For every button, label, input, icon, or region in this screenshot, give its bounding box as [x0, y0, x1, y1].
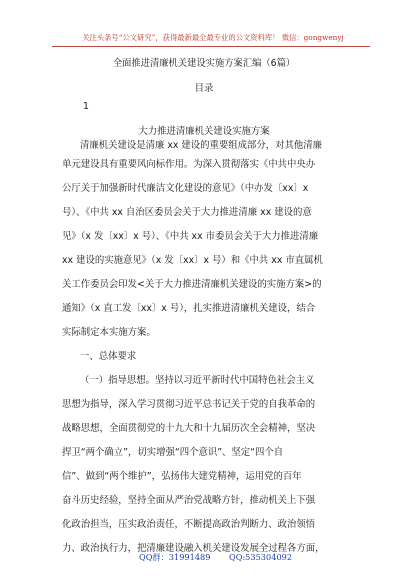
body-line: xx 建设的实施意见》（x 发〔xx〕x 号）和《中共 xx 市直属机	[62, 255, 323, 266]
body-line: 公厅关于加强新时代廉洁文化建设的意见》（中办发〔xx〕x	[62, 183, 309, 194]
body-line: 捍卫“两个确立”，切实增强“四个意识”、坚定“四个自	[62, 447, 284, 458]
body-line: （一）指导思想。坚持以习近平新时代中国特色社会主义	[80, 375, 315, 386]
body-line: 化政治担当，压实政治责任，不断提高政治判断力、政治领悟	[62, 519, 316, 530]
body-line: 关工作委员会印发<关于大力推进清廉机关建设的实施方案>的	[62, 279, 322, 290]
body-line: 实际制定本实施方案。	[62, 327, 156, 338]
body-line: 单元建设具有重要风向标作用。为深入贯彻落实《中共中央办	[62, 159, 316, 170]
heading-overall-requirements: 一、总体要求	[80, 351, 137, 362]
body-line: 清廉机关建设是清廉 xx 建设的重要组成部分，对其他清廉	[80, 140, 323, 151]
header-divider	[52, 46, 370, 47]
body-line: 战略思想，全面贯彻党的十九大和十九届历次全会精神，坚决	[62, 423, 316, 434]
footer-qq-group: QQ群：31991489	[139, 552, 211, 562]
body-line: 信”、做到“两个维护”，弘扬伟大建党精神，运用党的百年	[62, 471, 302, 482]
body-line: 思想为指导，深入学习贯彻习近平总书记关于党的自我革命的	[62, 399, 316, 410]
section-number: 1	[83, 101, 89, 112]
section-title: 大力推进清廉机关建设实施方案	[138, 126, 270, 137]
body-line: 见》（x 发〔xx〕x 号）、《中共 xx 市委员会关于大力推进清廉	[62, 231, 319, 242]
body-line: 奋斗历史经验，坚持全面从严治党战略方针，推动机关上下强	[62, 495, 316, 506]
toc-heading: 目录	[194, 83, 214, 94]
footer-qq: QQ:535304092	[229, 552, 293, 562]
body-line: 号）、《中共 xx 自治区委员会关于大力推进清廉 xx 建设的意	[62, 207, 312, 218]
document-title: 全面推进清廉机关建设实施方案汇编（6篇）	[112, 58, 296, 69]
body-line: 通知》（x 直工发〔xx〕x 号），扎实推进清廉机关建设，结合	[62, 303, 316, 314]
promo-header: 关注头条号“公文研究”，获得最新最全最专业的公文资料库！ 微信：gongwenyj	[82, 33, 344, 42]
body-line: 力、政治执行力，把清廉建设融入机关建设发展全过程各方面，	[62, 543, 325, 554]
